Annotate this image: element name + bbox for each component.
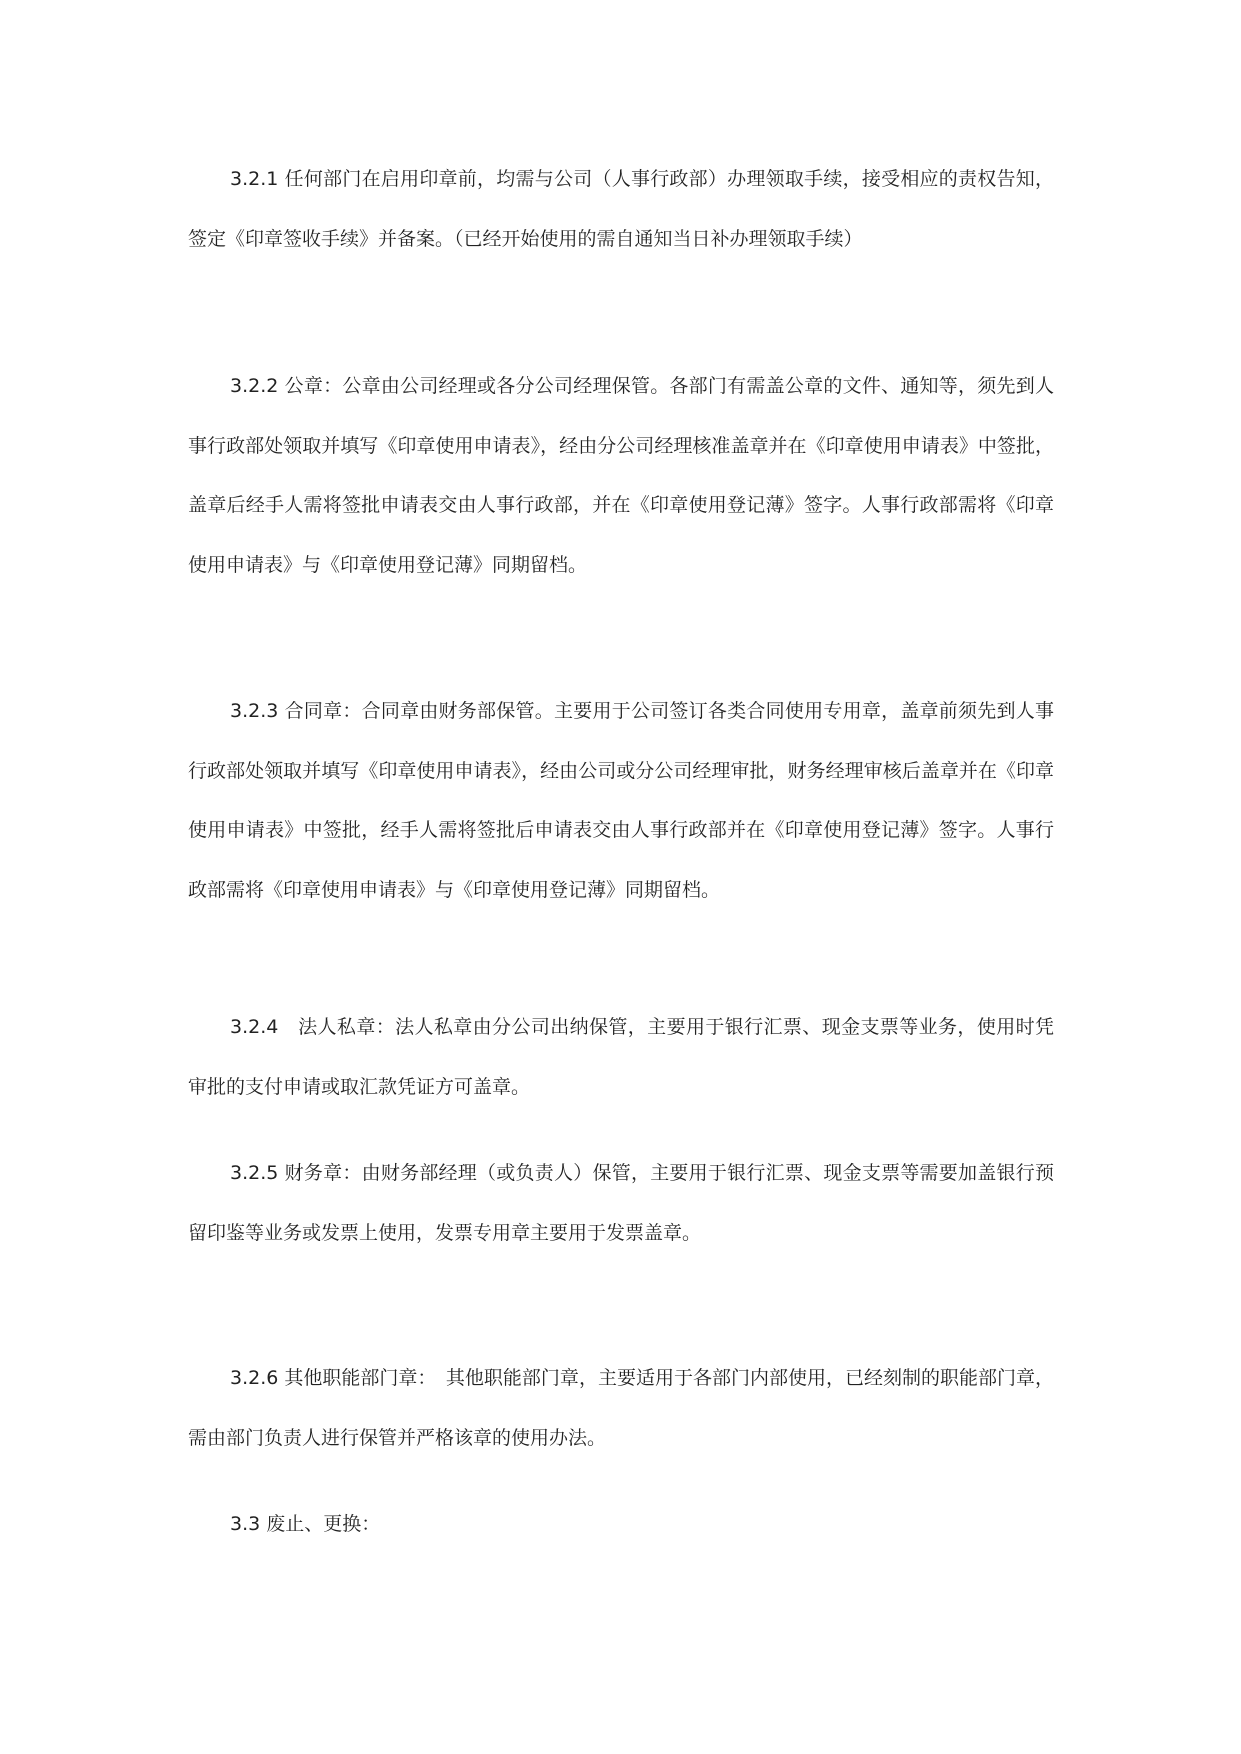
section-number: 3.2.3 xyxy=(230,700,279,722)
section-text: 合同章：合同章由财务部保管。主要用于公司签订各类合同使用专用章，盖章前须先到人事行政部处领取并填写《印章使用申请表》，经由公司或分公司经理审批，财务经理审核后盖章并在《印章使用申请表》中签批，经手人需将签批后申请表交由人事行政部并在《印章使用登记薄》签字。人事行政部需将《印章使用申请表》与《印章使用登记薄》同期留档。 xyxy=(188,700,1054,901)
section-text: 其他职能部门章： 其他职能部门章，主要适用于各部门内部使用，已经刻制的职能部门章，需由部门负责人进行保管并严格该章的使用办法。 xyxy=(188,1367,1054,1449)
section-3-2-3 xyxy=(188,682,1054,920)
section-number: 3.2.6 xyxy=(230,1367,279,1389)
section-number: 3.2.4 xyxy=(230,1016,279,1038)
section-text: 废止、更换： xyxy=(260,1513,381,1535)
section-3-2-6 xyxy=(188,1349,1054,1468)
section-text: 财务章：由财务部经理（或负责人）保管，主要用于银行汇票、现金支票等需要加盖银行预留印鉴等业务或发票上使用，发票专用章主要用于发票盖章。 xyxy=(188,1162,1054,1244)
section-text: 法人私章：法人私章由分公司出纳保管，主要用于银行汇票、现金支票等业务，使用时凭审批的支付申请或取汇款凭证方可盖章。 xyxy=(188,1016,1054,1098)
section-text: 公章：公章由公司经理或各分公司经理保管。各部门有需盖公章的文件、通知等，须先到人事行政部处领取并填写《印章使用申请表》，经由分公司经理核准盖章并在《印章使用申请表》中签批，盖章后经手人需将签批申请表交由人事行政部，并在《印章使用登记薄》签字。人事行政部需将《印章使用申请表》与《印章使用登记薄》同期留档。 xyxy=(188,375,1054,576)
section-text: 任何部门在启用印章前，均需与公司（人事行政部）办理领取手续，接受相应的责权告知，签定《印章签收手续》并备案。（已经开始使用的需自通知当日补办理领取手续） xyxy=(188,168,1054,250)
section-number: 3.2.1 xyxy=(230,168,279,190)
section-3-2-2 xyxy=(188,357,1054,595)
section-3-2-4 xyxy=(188,998,1054,1117)
section-number: 3.2.5 xyxy=(230,1162,279,1184)
section-3-2-1 xyxy=(188,150,1054,269)
section-number: 3.3 xyxy=(230,1513,261,1535)
section-3-3-heading xyxy=(188,1495,1054,1555)
section-number: 3.2.2 xyxy=(230,375,279,397)
section-3-2-5 xyxy=(188,1144,1054,1263)
